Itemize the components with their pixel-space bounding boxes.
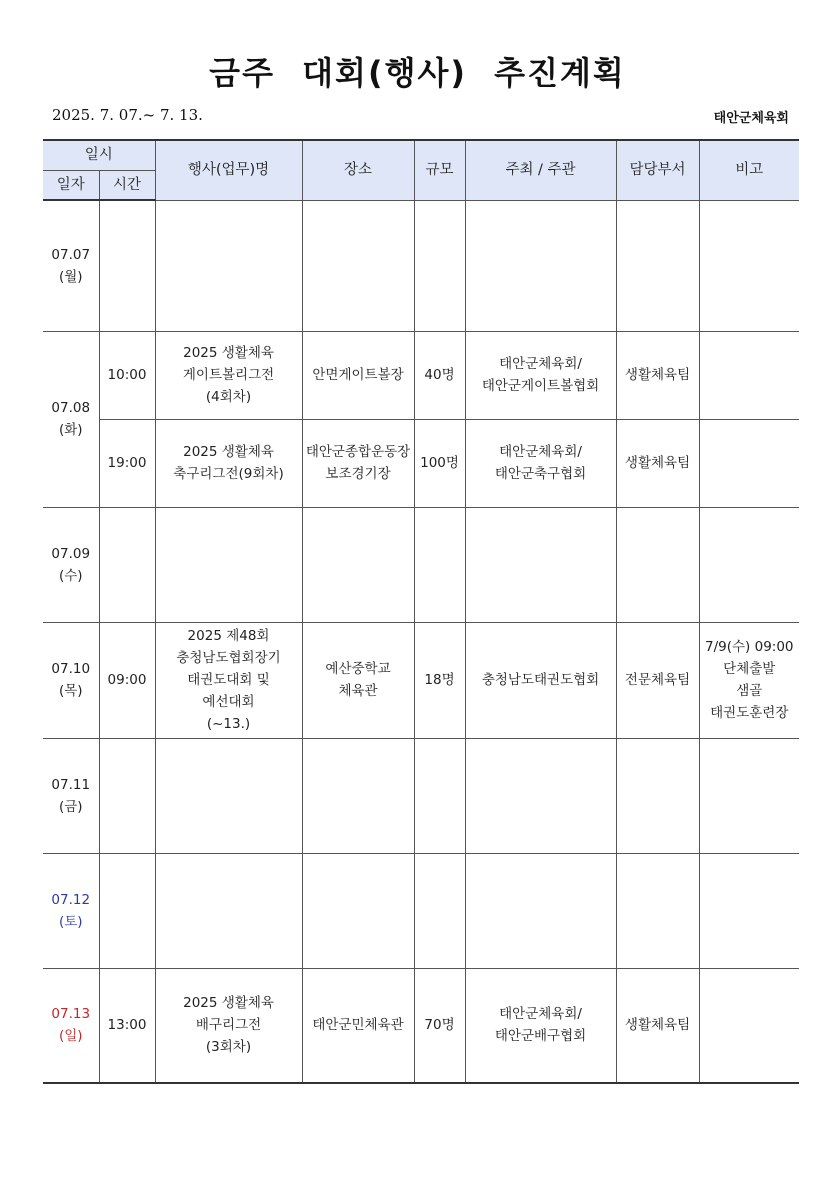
time-cell: 09:00: [99, 622, 155, 738]
scale-cell: 18명: [414, 622, 465, 738]
time-cell: 10:00: [99, 331, 155, 419]
header-place: 장소: [302, 140, 414, 200]
organization-name: 태안군체육회: [713, 111, 789, 126]
dept-cell: 생활체육팀: [616, 331, 699, 419]
event-name-cell: 2025 생활체육 축구리그전(9회차): [155, 419, 302, 507]
schedule-period: 2025. 7. 07.~ 7. 13.: [52, 106, 203, 124]
weekday-label: (수): [58, 567, 83, 584]
header-remark: 비고: [699, 140, 799, 200]
host-cell: 충청남도태권도협회: [465, 622, 616, 738]
date-cell: [43, 507, 99, 622]
host-cell: 태안군체육회/ 태안군게이트볼협회: [465, 331, 616, 419]
scale-cell: 40명: [414, 331, 465, 419]
date-label: 07.12: [51, 891, 91, 908]
table-row: [43, 738, 799, 853]
weekday-label: (일): [58, 1028, 83, 1045]
place-cell: 예산중학교 체육관: [302, 622, 414, 738]
table-row: [43, 200, 799, 331]
time-cell: 19:00: [99, 419, 155, 507]
weekday-label: (토): [58, 913, 83, 930]
date-cell: [43, 622, 99, 738]
header-date: 일자: [43, 170, 99, 200]
date-label: 07.07: [51, 246, 91, 263]
date-cell: [43, 853, 99, 968]
date-label: 07.10: [51, 661, 91, 677]
header-time: 시간: [99, 170, 155, 200]
weekday-label: (금): [58, 798, 83, 815]
event-name-cell: 2025 생활체육 배구리그전 (3회차): [155, 968, 302, 1083]
table-row: [43, 622, 799, 738]
table-row: [43, 507, 799, 622]
remark-cell: [699, 419, 799, 507]
remark-cell: [699, 968, 799, 1083]
place-cell: 안면게이트볼장: [302, 331, 414, 419]
schedule-table: [43, 139, 799, 1084]
host-cell: 태안군체육회/ 태안군축구협회: [465, 419, 616, 507]
header-event: 행사(업무)명: [155, 140, 302, 200]
event-name-cell: 2025 제48회 충청남도협회장기 태권도대회 및 예선대회 (~13.): [155, 622, 302, 738]
page-title: 금주 대회(행사) 추진계획: [209, 54, 626, 92]
date-label: 07.11: [51, 776, 91, 793]
place-cell: 태안군종합운동장 보조경기장: [302, 419, 414, 507]
scale-cell: 100명: [414, 419, 465, 507]
header-dept: 담당부서: [616, 140, 699, 200]
date-cell: [43, 331, 99, 507]
event-name-cell: 2025 생활체육 게이트볼리그전 (4회차): [155, 331, 302, 419]
date-label: 07.09: [51, 545, 91, 562]
time-cell: 13:00: [99, 968, 155, 1083]
date-label: 07.13: [51, 1006, 91, 1023]
scale-cell: 70명: [414, 968, 465, 1083]
header-datetime: 일시: [43, 140, 155, 170]
table-row: [43, 968, 799, 1083]
weekday-label: (목): [58, 683, 83, 699]
header-scale: 규모: [414, 140, 465, 200]
dept-cell: 전문체육팀: [616, 622, 699, 738]
host-cell: 태안군체육회/ 태안군배구협회: [465, 968, 616, 1083]
dept-cell: 생활체육팀: [616, 419, 699, 507]
weekday-label: (화): [58, 422, 83, 438]
weekday-label: (월): [58, 268, 83, 285]
place-cell: 태안군민체육관: [302, 968, 414, 1083]
date-cell: [43, 968, 99, 1083]
remark-cell: [699, 331, 799, 419]
header-host: 주최 / 주관: [465, 140, 616, 200]
date-cell: [43, 200, 99, 331]
dept-cell: 생활체육팀: [616, 968, 699, 1083]
date-cell: [43, 738, 99, 853]
remark-cell: 7/9(수) 09:00 단체출발 샘골 태권도훈련장: [699, 622, 799, 738]
table-row: [43, 419, 799, 507]
table-row: [43, 853, 799, 968]
table-row: [43, 331, 799, 419]
date-label: 07.08: [51, 400, 91, 416]
